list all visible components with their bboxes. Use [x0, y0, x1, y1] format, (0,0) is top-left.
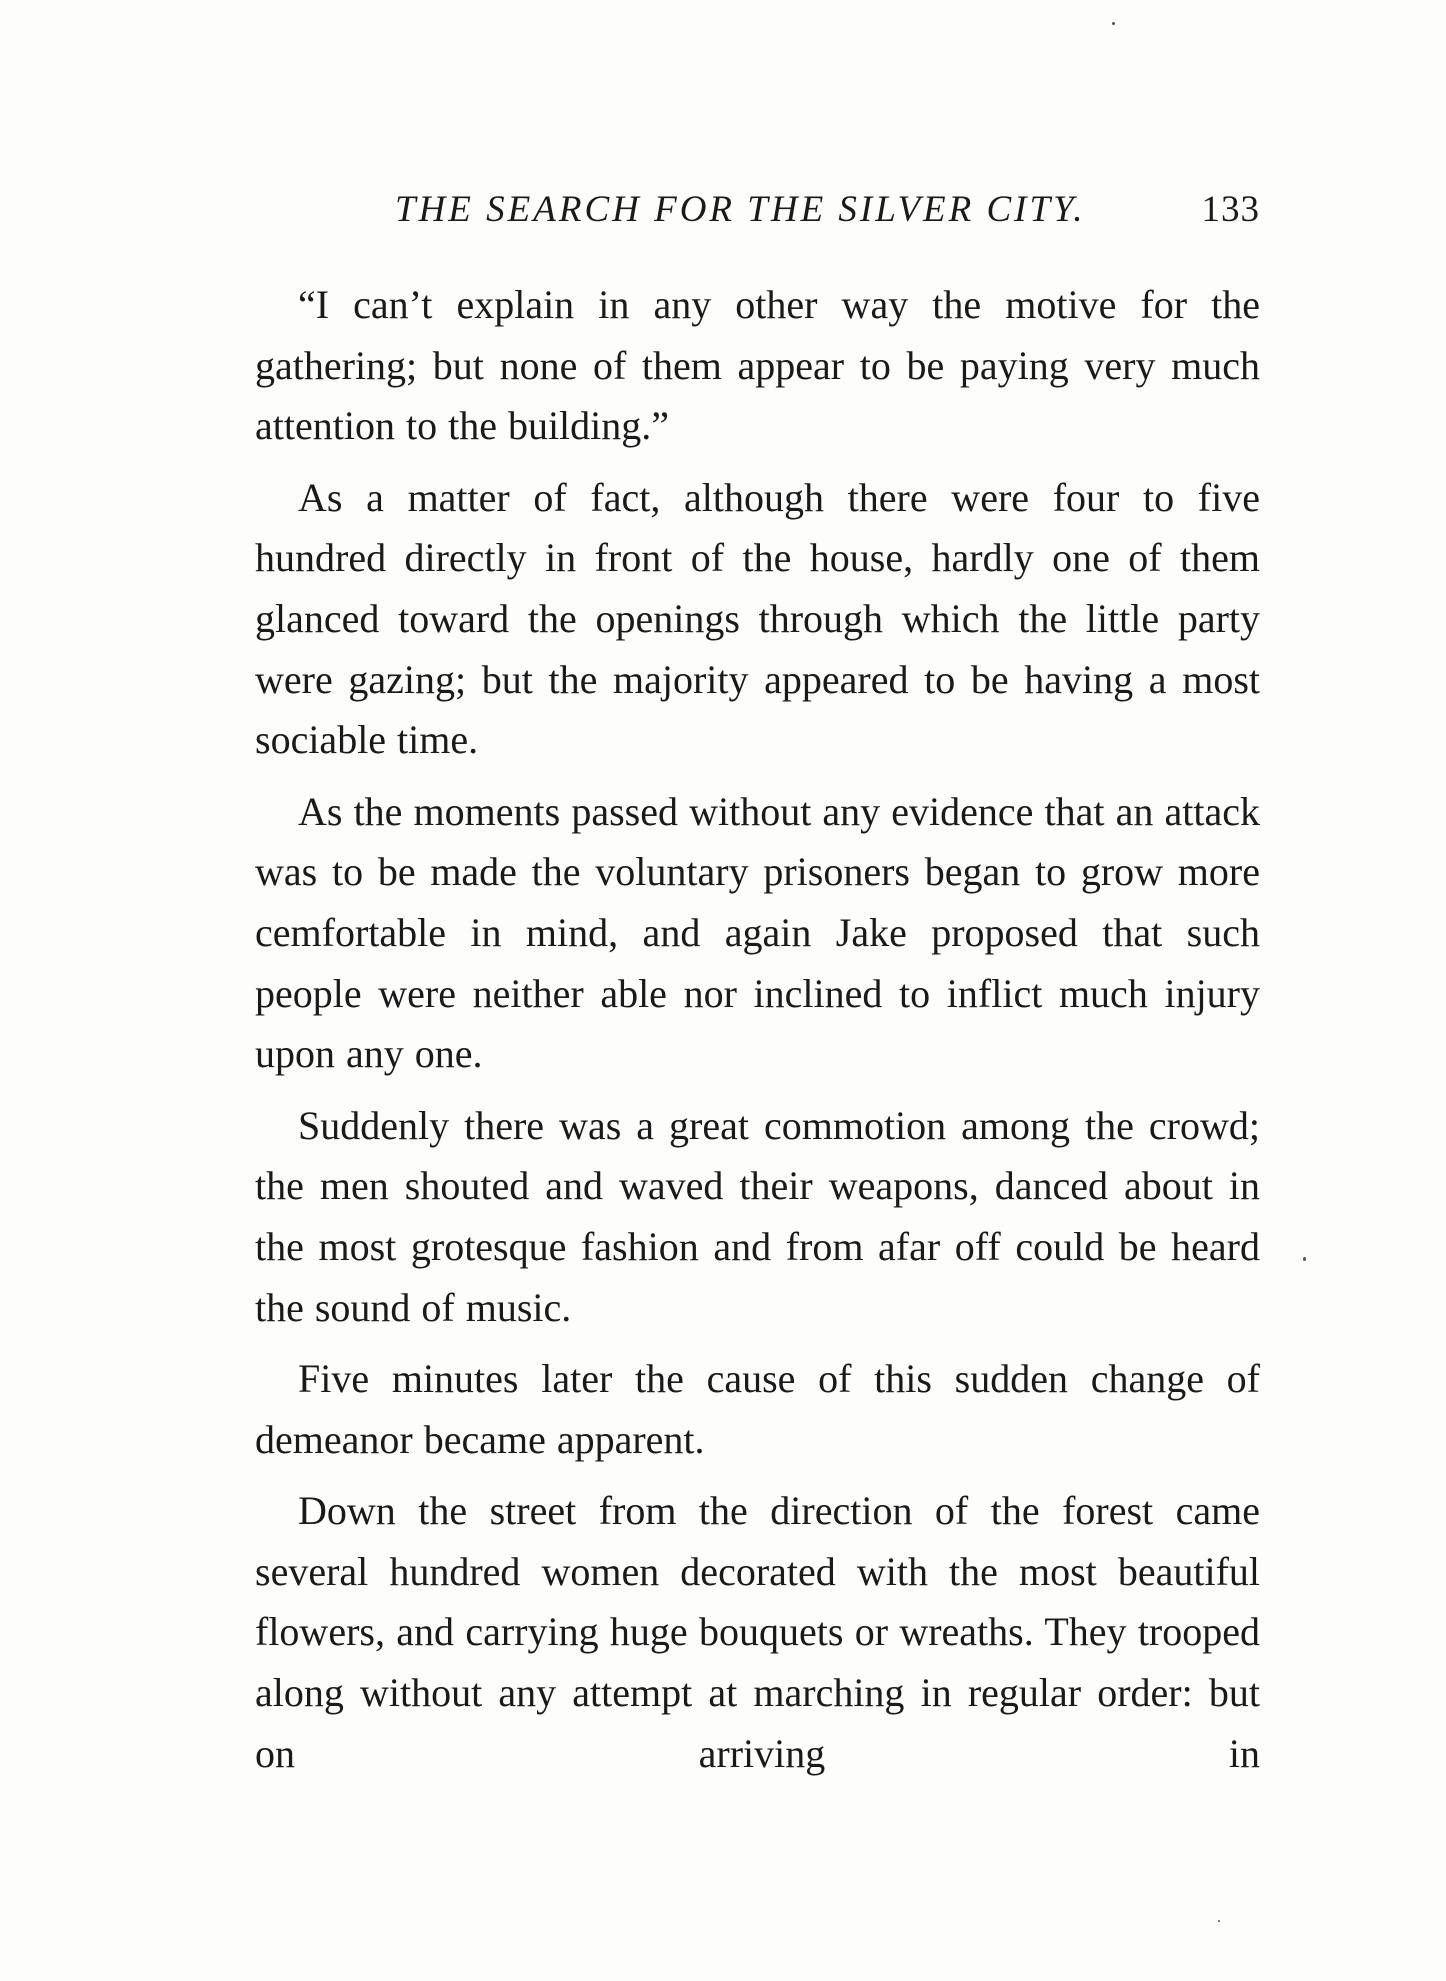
running-title: THE SEARCH FOR THE SILVER CITY.	[395, 189, 1086, 230]
print-speck	[1112, 22, 1115, 25]
print-speck	[1303, 1257, 1306, 1261]
paragraph: As the moments passed without any evidence that an attack was to be made the voluntary prisoners began to grow more cemfortable in mind, and again Jake proposed that such people were neither able nor inclined to inflict much injury upon any one.	[255, 788, 1260, 1077]
page-number: 133	[1201, 189, 1260, 230]
running-head	[255, 180, 1260, 240]
print-speck	[1218, 1920, 1220, 1922]
paragraph: Suddenly there was a great commotion among the crowd; the men shouted and waved their weapons, danced about in the most grotesque fashion and from afar off could be heard the sound of music.	[255, 1102, 1260, 1330]
paragraph: Down the street from the direction of the forest came several hundred women decorated with the most beautiful flowers, and carrying huge bouquets or wreaths. They trooped along without any attempt at marching in regular order: but on arriving in	[255, 1488, 1260, 1776]
body-text	[255, 275, 1260, 1784]
paragraph: “I can’t explain in any other way the motive for the gathering; but none of them appear to be paying very much attention to the building.”	[255, 282, 1260, 449]
paragraph: Five minutes later the cause of this sudden change of demeanor became apparent.	[255, 1356, 1260, 1462]
paragraph: As a matter of fact, although there were four to five hundred directly in front of the house, hardly one of them glanced toward the openings through which the little party were gazing; but the majority appeared to be having a most sociable time.	[255, 474, 1260, 763]
